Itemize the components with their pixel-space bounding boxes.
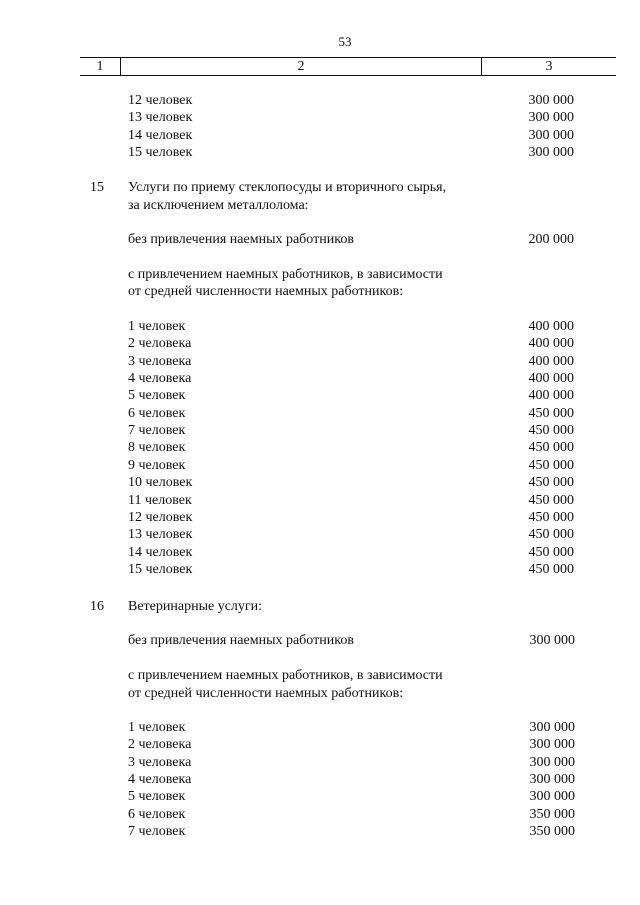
header-col-1: 1 — [80, 58, 121, 75]
table-row — [0, 719, 640, 737]
row-value: 300 000 — [529, 737, 575, 752]
table-row — [0, 353, 640, 371]
row-value: 450 000 — [528, 440, 574, 455]
section-title-line: Ветеринарные услуги: — [128, 599, 263, 614]
row-value: 450 000 — [528, 545, 574, 560]
row-value: 300 000 — [529, 720, 575, 735]
hire-intro-line: с привлечением наемных работников, в зависимости — [128, 267, 443, 282]
row-label: 14 человек — [128, 545, 193, 560]
table-row — [0, 422, 640, 440]
row-value: 300 000 — [528, 145, 574, 160]
row-value: 450 000 — [528, 423, 574, 438]
table-row — [0, 439, 640, 457]
section-15-no-hire — [0, 231, 640, 249]
row-label: 2 человека — [128, 737, 192, 752]
row-value: 350 000 — [529, 807, 575, 822]
table-row — [0, 109, 640, 127]
table-row — [0, 509, 640, 527]
row-value: 400 000 — [528, 388, 574, 403]
table-row — [0, 823, 640, 841]
table-row — [0, 318, 640, 336]
section-16-no-hire — [0, 632, 640, 650]
row-label: 10 человек — [128, 475, 193, 490]
header-col-3: 3 — [545, 59, 553, 74]
row-label: 3 человека — [128, 354, 192, 369]
row-value: 450 000 — [528, 493, 574, 508]
section-number: 16 — [90, 599, 104, 614]
row-label: 9 человек — [128, 458, 186, 473]
table-row — [0, 387, 640, 405]
row-label: 5 человек — [128, 388, 186, 403]
no-hire-value: 300 000 — [529, 633, 575, 648]
row-label: 6 человек — [128, 406, 186, 421]
row-value: 450 000 — [528, 562, 574, 577]
row-label: 4 человека — [128, 772, 192, 787]
row-value: 300 000 — [529, 755, 575, 770]
row-value: 450 000 — [528, 458, 574, 473]
table-row — [0, 127, 640, 145]
row-value: 400 000 — [528, 354, 574, 369]
row-label: 7 человек — [128, 423, 186, 438]
row-label: 12 человек — [128, 93, 193, 108]
row-label: 1 человек — [128, 319, 186, 334]
section-16-hire-intro — [0, 667, 640, 685]
table-header — [80, 57, 616, 76]
section-title-line: за исключением металлолома: — [128, 198, 309, 213]
header-col-2: 2 — [121, 58, 482, 75]
section-number: 15 — [90, 180, 104, 195]
row-value: 450 000 — [528, 510, 574, 525]
row-value: 300 000 — [528, 110, 574, 125]
row-value: 400 000 — [528, 371, 574, 386]
table-row — [0, 544, 640, 562]
table-row — [0, 788, 640, 806]
table-row — [0, 526, 640, 544]
row-label: 13 человек — [128, 110, 193, 125]
row-value: 300 000 — [528, 128, 574, 143]
row-label: 2 человека — [128, 336, 192, 351]
row-value: 450 000 — [528, 406, 574, 421]
row-value: 300 000 — [529, 789, 575, 804]
section-16-hire-intro-cont — [0, 685, 640, 703]
section-title-line: Услуги по приему стеклопосуды и вторичного сырья, — [128, 180, 447, 195]
section-15-hire-intro-cont — [0, 283, 640, 301]
row-label: 1 человек — [128, 720, 186, 735]
table-row — [0, 405, 640, 423]
table-row — [0, 92, 640, 110]
row-value: 450 000 — [528, 527, 574, 542]
row-value: 300 000 — [529, 772, 575, 787]
hire-intro-line: от средней численности наемных работников: — [128, 284, 404, 299]
no-hire-value: 200 000 — [528, 232, 574, 247]
table-row — [0, 492, 640, 510]
row-label: 7 человек — [128, 824, 186, 839]
no-hire-label: без привлечения наемных работников — [128, 633, 354, 648]
row-label: 5 человек — [128, 789, 186, 804]
hire-intro-line: от средней численности наемных работников: — [128, 686, 404, 701]
table-row — [0, 335, 640, 353]
row-label: 4 человека — [128, 371, 192, 386]
table-row — [0, 736, 640, 754]
page-number: 53 — [338, 34, 352, 49]
row-label: 3 человека — [128, 755, 192, 770]
row-label: 13 человек — [128, 527, 193, 542]
no-hire-label: без привлечения наемных работников — [128, 232, 354, 247]
table-row — [0, 370, 640, 388]
row-label: 11 человек — [128, 493, 192, 508]
table-row — [0, 771, 640, 789]
table-row — [0, 806, 640, 824]
row-label: 15 человек — [128, 562, 193, 577]
table-row — [0, 474, 640, 492]
section-16-title — [0, 598, 640, 616]
row-value: 350 000 — [529, 824, 575, 839]
section-15-hire-intro — [0, 266, 640, 284]
row-value: 400 000 — [528, 319, 574, 334]
hire-intro-line: с привлечением наемных работников, в зависимости — [128, 668, 443, 683]
row-value: 300 000 — [528, 93, 574, 108]
row-value: 400 000 — [528, 336, 574, 351]
table-row — [0, 754, 640, 772]
row-label: 12 человек — [128, 510, 193, 525]
row-value: 450 000 — [528, 475, 574, 490]
table-row — [0, 144, 640, 162]
section-15-title-cont — [0, 197, 640, 215]
section-15-title — [0, 179, 640, 197]
row-label: 14 человек — [128, 128, 193, 143]
table-row — [0, 457, 640, 475]
row-label: 8 человек — [128, 440, 186, 455]
row-label: 6 человек — [128, 807, 186, 822]
row-label: 15 человек — [128, 145, 193, 160]
table-row — [0, 561, 640, 579]
